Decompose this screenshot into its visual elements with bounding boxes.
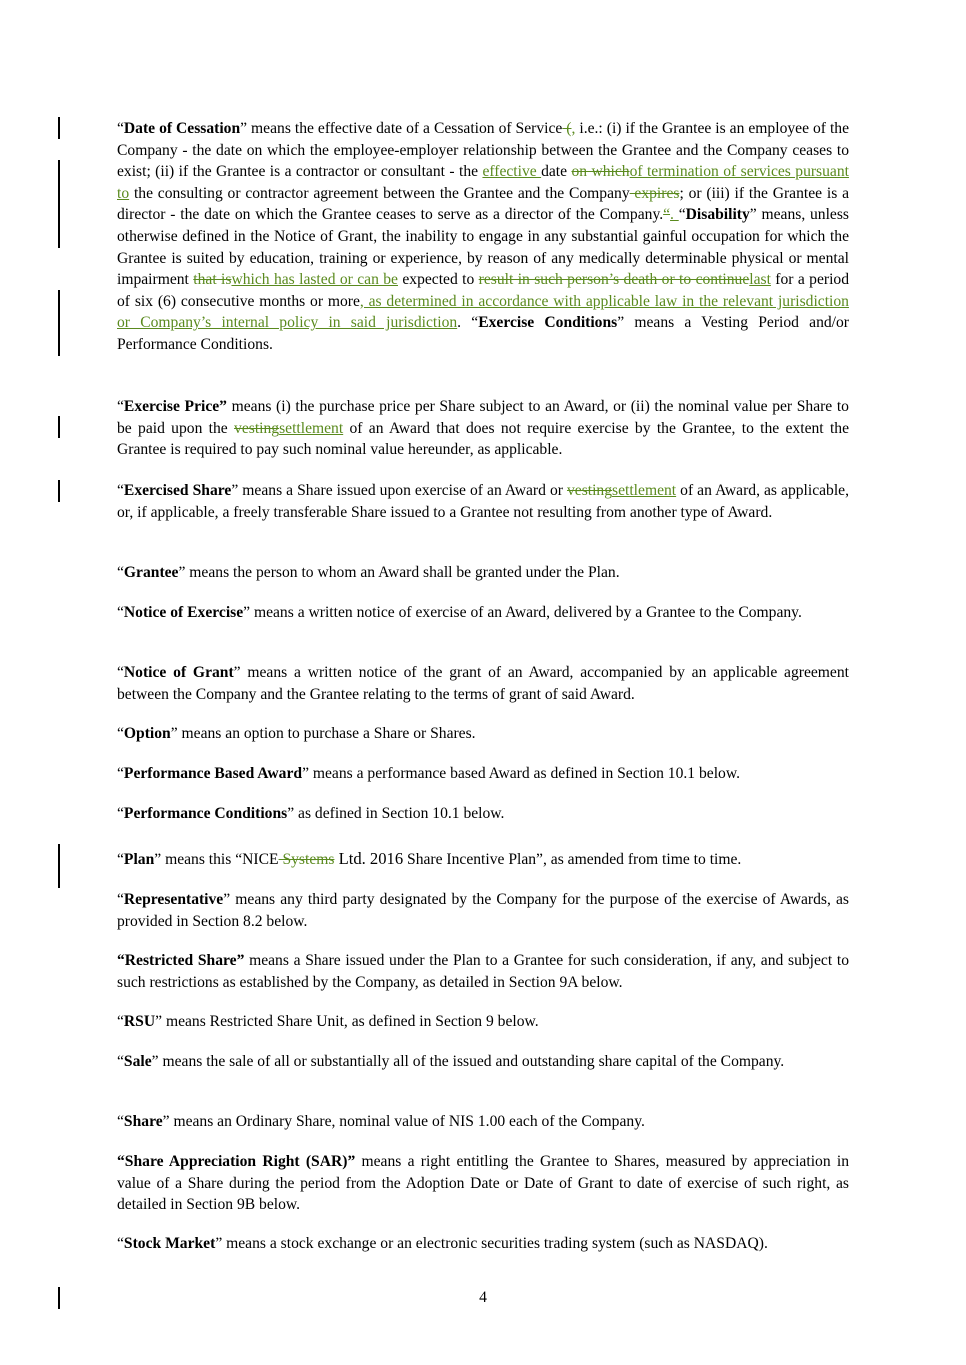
text-run: ; or (iii) if the Grantee is a director - the date on which the Grantee ceases to serve as a director of the Company. <box>117 184 849 224</box>
defined-term: “Share Appreciation Right (SAR)” <box>117 1153 356 1170</box>
text-run: means (i) the purchase price per Share subject to an Award, or (ii) the nominal value per Share to be paid upon the <box>117 398 849 437</box>
deleted-text: vesting <box>234 419 280 437</box>
text-run: ” means a performance based Award as defined in Section 10.1 below. <box>302 765 740 782</box>
defined-term: Exercise Conditions <box>478 314 618 332</box>
text-run: ” means a Vesting Period and/or Performance Conditions. <box>117 314 849 353</box>
deleted-text: ( <box>562 120 572 137</box>
definition-date-of-cessation <box>117 118 849 356</box>
definition-stock-market <box>117 1233 849 1255</box>
defined-term: Sale <box>123 1053 152 1070</box>
text-run: “ <box>117 851 124 868</box>
deleted-text: vesting <box>566 482 613 499</box>
change-bar <box>58 416 60 438</box>
definition-performance-conditions <box>117 803 849 825</box>
text-run: of an Award, as applicable, or, if applicable, a freely transferable Share issued to a Grantee not resulting from another type of Award. <box>117 482 850 521</box>
text-run: . “ <box>457 314 479 332</box>
text-run: “ <box>117 1113 124 1130</box>
change-bar <box>58 117 60 139</box>
text-run: ” means an option to purchase a Share or Shares. <box>170 725 476 742</box>
defined-term: Notice of Grant <box>123 664 234 681</box>
text-run: ” means this “NICE <box>154 851 279 868</box>
defined-term: Date of Cessation <box>123 120 241 137</box>
definition-restricted-share <box>117 950 849 993</box>
inserted-text: of termination of services pursuant to <box>117 163 849 202</box>
text-run: expected to <box>397 271 479 289</box>
text-run: “ <box>678 206 686 224</box>
deleted-text: on which <box>571 163 630 181</box>
inserted-text: settlement <box>279 419 344 437</box>
text-run: ” means a stock exchange or an electronic securities trading system (such as NASDAQ). <box>215 1235 768 1252</box>
defined-term: Exercised Share <box>123 482 232 499</box>
text-run: ” means, unless otherwise defined in the Notice of Grant, the inability to engage in any substantial gainful occupation for which the Grantee is suited by education, training or experience, by reason of any medically determinable physical or mental impairment <box>117 206 849 289</box>
deleted-text: “ <box>663 206 671 224</box>
text-run: ” means a Share issued upon exercise of an Award or <box>231 482 567 499</box>
defined-term: Grantee <box>123 564 179 581</box>
text-run: ” means the person to whom an Award shall be granted under the Plan. <box>178 564 620 581</box>
text-run: for a period of six (6) consecutive months or more <box>117 271 850 310</box>
text-run: “ <box>117 482 124 499</box>
defined-term: Performance Conditions <box>123 805 288 822</box>
definition-representative <box>117 889 849 932</box>
text-run: the consulting or contractor agreement between the Grantee and the Company <box>129 184 630 202</box>
text-run: “ <box>117 604 124 621</box>
change-bar <box>58 160 60 248</box>
inserted-text: last <box>749 271 771 289</box>
text-run: means a Share issued under the Plan to a Grantee for such consideration, if any, and subject to such restrictions as established by the Company, as detailed in Section 9A below. <box>117 952 849 991</box>
text-run: “ <box>117 765 124 782</box>
defined-term: Notice of Exercise <box>123 604 244 621</box>
definition-share <box>117 1111 849 1133</box>
defined-term: Option <box>123 725 171 742</box>
text-run: ” means a written notice of the grant of an Award, accompanied by an applicable agreement between the Company and the Grantee relating to the terms of grant of said Award. <box>117 664 849 703</box>
text-run: “ <box>117 1013 124 1030</box>
defined-term: Representative <box>123 891 224 908</box>
text-run: of an Award that does not require exercise by the Grantee, to the extent the Grantee is required to pay such nominal value hereunder, as applicable. <box>117 419 850 459</box>
definition-rsu <box>117 1011 849 1033</box>
defined-term: Exercise Price” <box>123 398 227 415</box>
definition-notice-of-exercise <box>117 602 849 624</box>
change-bar <box>58 844 60 888</box>
text-run: “ <box>117 725 124 742</box>
defined-term: Performance Based Award <box>123 765 303 782</box>
definition-notice-of-grant <box>117 662 849 705</box>
defined-term: Plan <box>123 851 155 868</box>
change-bar <box>58 290 60 356</box>
text-run: ” means Restricted Share Unit, as defined in Section 9 below. <box>155 1013 539 1030</box>
definition-plan <box>117 848 849 871</box>
page-number: 4 <box>479 1289 487 1306</box>
text-run: means a right entitling the Grantee to Shares, measured by appreciation in value of a Share during the period from the Adoption Date or Date of Grant to date of exercise of such right, as detailed in Section 9B below. <box>117 1153 849 1214</box>
inserted-text: which has lasted or can be <box>231 271 398 289</box>
text-run: ” means the sale of all or substantially all of the issued and outstanding share capital of the Company. <box>151 1053 785 1070</box>
deleted-text: Systems <box>278 851 335 868</box>
defined-term: RSU <box>123 1013 156 1030</box>
definition-sale <box>117 1051 849 1073</box>
text-run: “ <box>117 398 124 415</box>
inserted-text: . <box>670 206 679 224</box>
definition-performance-based-award <box>117 763 849 785</box>
text-run: i.e.: (i) if the Grantee is an employee of the Company - the date on which the employee-employer relationship between the Grantee and the Company ceases to exist; (ii) if the Grantee is a contractor or consultant - the <box>117 120 849 181</box>
text-run: “ <box>117 805 124 822</box>
text-run: ” as defined in Section 10.1 below. <box>287 805 505 822</box>
inserted-text: effective <box>482 163 542 181</box>
text-run: date <box>541 163 572 181</box>
defined-term: Disability <box>685 206 750 224</box>
definition-grantee <box>117 562 849 584</box>
text-run: ” means the effective date of a Cessation of Service <box>240 120 563 137</box>
definition-exercise-price <box>117 396 849 461</box>
definition-exercised-share <box>117 480 849 523</box>
text-run: ” means any third party designated by the Company for the purpose of the exercise of Awards, as provided in Section 8.2 below. <box>117 891 849 930</box>
defined-term: Stock Market <box>123 1235 216 1252</box>
defined-term: “Restricted Share” <box>117 952 245 969</box>
change-bar <box>58 480 60 502</box>
text-run: ” means an Ordinary Share, nominal value of NIS 1.00 each of the Company. <box>162 1113 645 1130</box>
text-run: “ <box>117 120 124 137</box>
inserted-text: , as determined in accordance with applicable law in the relevant jurisdiction or Company’s internal policy in said jurisdiction <box>117 292 849 332</box>
defined-term: Share <box>123 1113 163 1130</box>
text-run: “ <box>117 564 124 581</box>
deleted-text: result in such person’s death or to continue <box>478 271 750 289</box>
definition-sar <box>117 1151 849 1216</box>
text-run: “ <box>117 1235 124 1252</box>
inserted-text: , <box>571 120 576 137</box>
deleted-text: expires <box>629 184 680 202</box>
text-run: ” means a written notice of exercise of an Award, delivered by a Grantee to the Company. <box>243 604 802 621</box>
text-run: “ <box>117 891 124 908</box>
definition-option <box>117 723 849 745</box>
text-run: “ <box>117 664 124 681</box>
inserted-text: settlement <box>612 482 677 499</box>
deleted-text: that is <box>193 271 232 289</box>
text-run: Ltd. 2016 <box>334 849 404 868</box>
text-run: “ <box>117 1053 124 1070</box>
text-run: Share Incentive Plan”, as amended from time to time. <box>403 851 742 868</box>
